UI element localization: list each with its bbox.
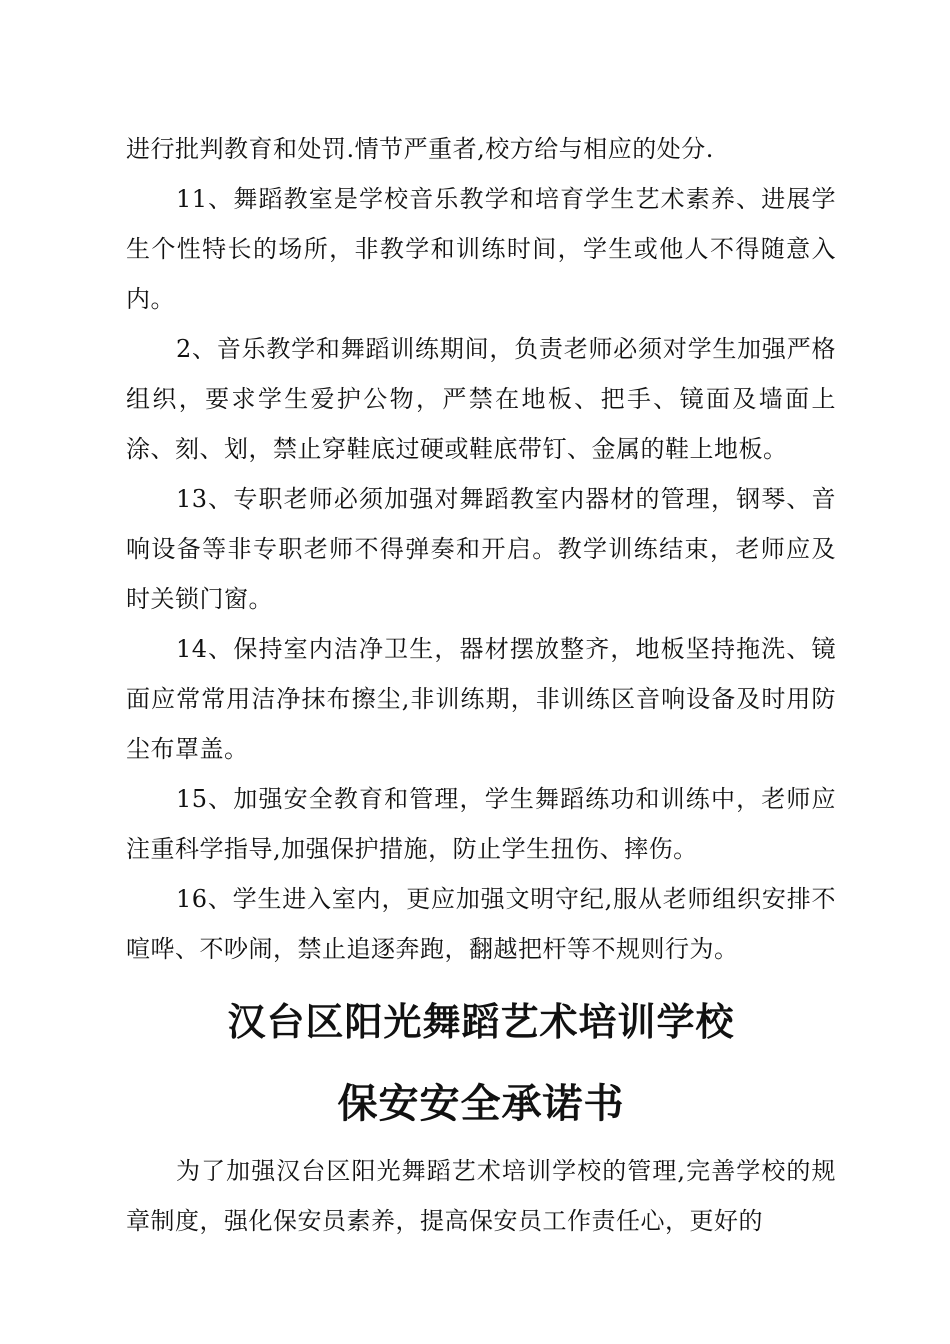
rule-item-16: 16、学生进入室内，更应加强文明守纪,服从老师组织安排不喧哗、不吵闹，禁止追逐奔跑，翻越把杆等不规则行为。 xyxy=(126,885,836,963)
paragraph-continuation: 进行批判教育和处罚.情节严重者,校方给与相应的处分. xyxy=(126,135,714,163)
pledge-title: 保安安全承诺书 xyxy=(337,1081,625,1127)
rule-item-11: 11、舞蹈教室是学校音乐教学和培育学生艺术素养、进展学生个性特长的场所，非教学和训练时间，学生或他人不得随意入内。 xyxy=(126,185,836,313)
school-title: 汉台区阳光舞蹈艺术培训学校 xyxy=(227,1000,735,1044)
rule-item-13: 13、专职老师必须加强对舞蹈教室内器材的管理，钢琴、音响设备等非专职老师不得弹奏和开启。教学训练结束，老师应及时关锁门窗。 xyxy=(126,485,836,613)
rule-item-15: 15、加强安全教育和管理，学生舞蹈练功和训练中，老师应注重科学指导,加强保护措施，防止学生扭伤、摔伤。 xyxy=(126,785,836,863)
rule-item-2: 2、音乐教学和舞蹈训练期间，负责老师必须对学生加强严格组织，要求学生爱护公物，严禁在地板、把手、镜面及墙面上涂、刻、划，禁止穿鞋底过硬或鞋底带钉、金属的鞋上地板。 xyxy=(126,335,836,463)
intro-paragraph: 为了加强汉台区阳光舞蹈艺术培训学校的管理,完善学校的规章制度，强化保安员素养，提高保安员工作责任心，更好的 xyxy=(126,1157,836,1235)
document-body xyxy=(126,124,836,1246)
rule-item-14: 14、保持室内洁净卫生，器材摆放整齐，地板坚持拖洗、镜面应常常用洁净抹布擦尘,非训练期，非训练区音响设备及时用防尘布罩盖。 xyxy=(126,635,836,763)
